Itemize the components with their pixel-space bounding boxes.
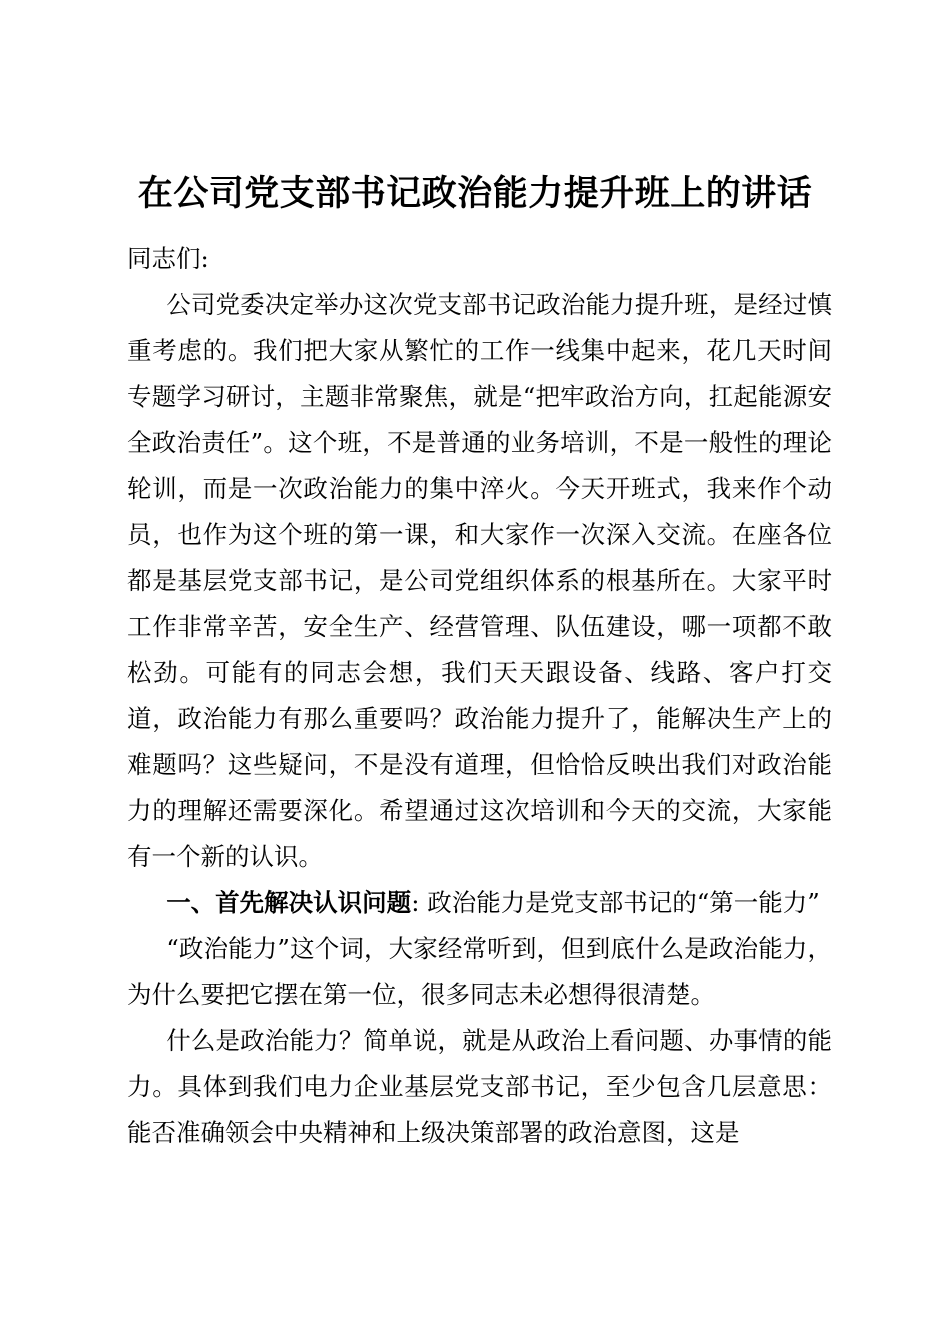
paragraph-text: 什么是政治能力？简单说，就是从政治上看问题、办事情的能力。具体到我们电力企业基层党支部书记，至少包含几层意思：能否准确领会中央精神和上级决策部署的政治意图，这是 — [127, 1026, 832, 1147]
paragraph-political-ability — [127, 926, 832, 1018]
document-title: 在公司党支部书记政治能力提升班上的讲话 — [137, 173, 813, 214]
section-heading-1 — [127, 880, 832, 926]
paragraph-intro — [127, 282, 832, 880]
paragraph-definition — [127, 1018, 832, 1156]
document-body — [127, 236, 832, 1156]
section-heading-lead: 一、首先解决认识问题 — [166, 888, 412, 917]
section-heading-text: : 政治能力是党支部书记的“第一能力” — [411, 888, 820, 917]
salutation: 同志们: — [127, 244, 209, 273]
paragraph-text: 公司党委决定举办这次党支部书记政治能力提升班，是经过慎重考虑的。我们把大家从繁忙的工作一线集中起来，花几天时间专题学习研讨，主题非常聚焦，就是“把牢政治方向，扛起能源安全政治责任”。这个班，不是普通的业务培训，不是一般性的理论轮训，而是一次政治能力的集中淬火。今天开班式，我来作个动员，也作为这个班的第一课，和大家作一次深入交流。在座各位都是基层党支部书记，是公司党组织体系的根基所在。大家平时工作非常辛苦，安全生产、经营管理、队伍建设，哪一项都不敢松劲。可能有的同志会想，我们天天跟设备、线路、客户打交道，政治能力有那么重要吗？政治能力提升了，能解决生产上的难题吗？这些疑问，不是没有道理，但恰恰反映出我们对政治能力的理解还需要深化。希望通过这次培训和今天的交流，大家能有一个新的认识。 — [127, 290, 832, 871]
paragraph-text: “政治能力”这个词，大家经常听到，但到底什么是政治能力，为什么要把它摆在第一位，很多同志未必想得很清楚。 — [127, 934, 832, 1009]
